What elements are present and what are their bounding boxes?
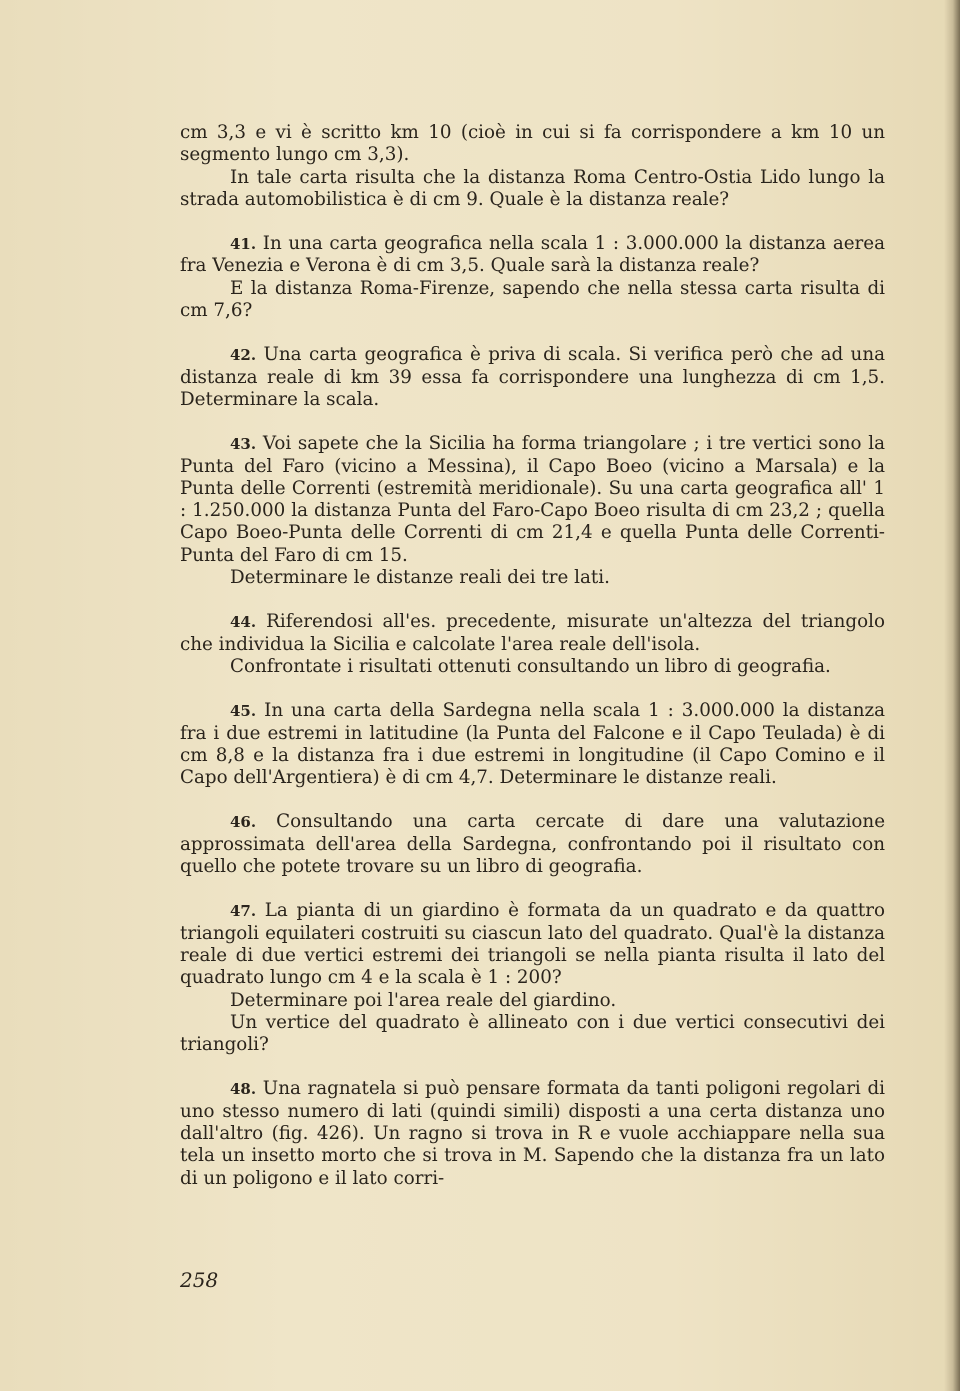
exercise-number: 44. bbox=[230, 613, 257, 632]
exercise-44: 44. Riferendosi all'es. precedente, misurate un'altezza del triangolo che individua la Sicilia e calcolate l'area reale dell'isola. bbox=[180, 611, 885, 655]
exercise-42: 42. Una carta geografica è priva di scala. Si verifica però che ad una distanza reale di km 39 essa fa corrispondere una lunghezza di cm 1,5. Determinare la scala. bbox=[180, 344, 885, 410]
paragraph: E la distanza Roma-Firenze, sapendo che nella stessa carta risulta di cm 7,6? bbox=[180, 277, 885, 322]
paragraph: Un vertice del quadrato è allineato con i due vertici consecutivi dei triangoli? bbox=[180, 1011, 885, 1056]
exercise-number: 45. bbox=[230, 702, 257, 721]
exercise-41: 41. In una carta geografica nella scala 1 : 3.000.000 la distanza aerea fra Venezia e Verona è di cm 3,5. Quale sarà la distanza reale? bbox=[180, 233, 885, 277]
page-gutter-shadow bbox=[944, 0, 960, 1391]
exercise-number: 48. bbox=[230, 1080, 257, 1099]
exercise-45: 45. In una carta della Sardegna nella scala 1 : 3.000.000 la distanza fra i due estremi in latitudine (la Punta del Falcone e il Capo Teulada) è di cm 8,8 e la distanza fra i due estremi in longitudine (il Capo Comino e il Capo dell'Argentiera) è di cm 4,7. Determinare le distanze reali. bbox=[180, 700, 886, 789]
exercise-number: 42. bbox=[230, 346, 257, 365]
paragraph: Determinare poi l'area reale del giardino. bbox=[230, 989, 617, 1011]
paragraph: In tale carta risulta che la distanza Roma Centro-Ostia Lido lungo la strada automobilistica è di cm 9. Quale è la distanza reale? bbox=[180, 166, 885, 210]
exercise-text bbox=[180, 122, 885, 1190]
exercise-48: 48. Una ragnatela si può pensare formata da tanti poligoni regolari di uno stesso numero di lati (quindi simili) disposti a una certa distanza uno dall'altro (fig. 426). Un ragno si trova in R e vuole acchiappare nella sua tela un insetto morto che si trova in M. Sapendo che la distanza fra un lato di un poligono e il lato corri- bbox=[180, 1078, 885, 1189]
paragraph: cm 3,3 e vi è scritto km 10 (cioè in cui si fa corrispondere a km 10 un segmento lungo cm 3,3). bbox=[180, 122, 885, 166]
exercise-number: 46. bbox=[230, 813, 257, 832]
exercise-46: 46. Consultando una carta cercate di dare una valutazione approssimata dell'area della Sardegna, confrontando poi il risultato con quello che potete trovare su un libro di geografia. bbox=[180, 811, 886, 878]
page-number: 258 bbox=[180, 1268, 219, 1292]
paragraph: Determinare le distanze reali dei tre lati. bbox=[230, 567, 610, 589]
paragraph: Confrontate i risultati ottenuti consultando un libro di geografia. bbox=[230, 655, 831, 677]
exercise-number: 43. bbox=[230, 435, 257, 454]
exercise-number: 41. bbox=[230, 235, 257, 254]
exercise-47: 47. La pianta di un giardino è formata da un quadrato e da quattro triangoli equilateri costruiti su ciascun lato del quadrato. Qual'è la distanza reale di due vertici estremi dei triangoli se nella pianta risulta il lato del quadrato lungo cm 4 e la scala è 1 : 200? bbox=[180, 900, 885, 989]
exercise-number: 47. bbox=[230, 902, 257, 921]
exercise-43: 43. Voi sapete che la Sicilia ha forma triangolare ; i tre vertici sono la Punta del Faro (vicino a Messina), il Capo Boeo (vicino a Marsala) e la Punta delle Correnti (estremità meridionale). Su una carta geografica all' 1 : 1.250.000 la distanza Punta del Faro-Capo Boeo risulta di cm 23,2 ; quella Capo Boeo-Punta delle Correnti di cm 21,4 e quella Punta delle Correnti-Punta del Faro di cm 15. bbox=[180, 433, 886, 566]
